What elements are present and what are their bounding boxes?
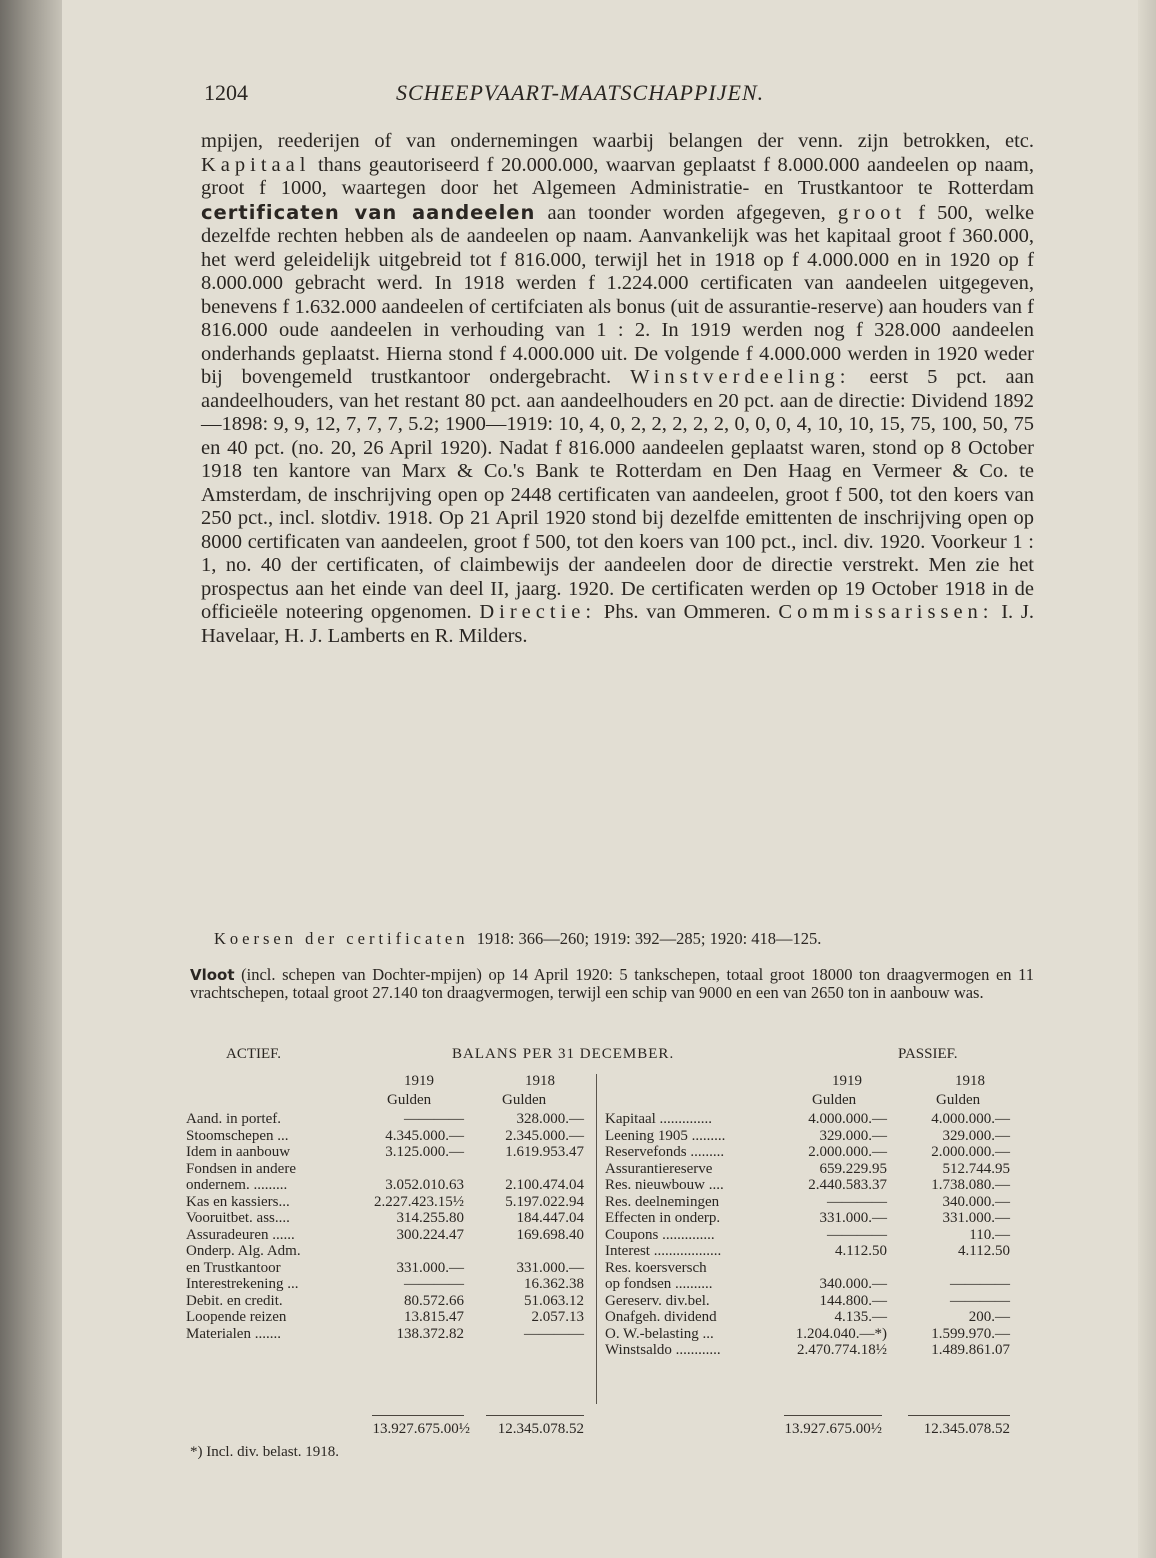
value-1919: 4.000.000.—: [808, 1111, 887, 1127]
actief-table: [186, 1111, 586, 1342]
row-label: Kas en kassiers...: [186, 1193, 290, 1210]
table-row: [605, 1111, 1017, 1128]
value-1918: 331.000.—: [942, 1210, 1010, 1226]
row-label: Aand. in portef.: [186, 1111, 281, 1127]
row-label: Kapitaal ..............: [605, 1111, 713, 1127]
value-1918: 184.447.04: [516, 1210, 584, 1226]
table-row: [186, 1128, 586, 1145]
value-1919: 4.345.000.—: [385, 1127, 464, 1144]
value-1919: 329.000.—: [819, 1127, 887, 1144]
directie-heading: Directie:: [479, 601, 597, 623]
row-label: Assurantiereserve: [605, 1160, 713, 1177]
value-1919: ————: [404, 1111, 464, 1127]
table-row: [605, 1177, 1017, 1194]
table-row: [605, 1128, 1017, 1145]
row-label: en Trustkantoor: [186, 1259, 281, 1276]
table-row: [605, 1144, 1017, 1161]
value-1919: 300.224.47: [396, 1226, 464, 1243]
row-label: Res. koersversch: [605, 1259, 707, 1276]
actief-unit-1918: Gulden: [502, 1092, 547, 1108]
value-1919: 340.000.—: [819, 1276, 887, 1292]
row-label: Res. nieuwbouw ....: [605, 1177, 724, 1193]
value-1918: ————: [950, 1292, 1010, 1309]
passief-total-rule-1919: [784, 1415, 882, 1416]
value-1919: ————: [827, 1193, 887, 1210]
row-label: Debit. en credit.: [186, 1292, 283, 1309]
value-1919: 138.372.82: [396, 1325, 464, 1342]
value-1919: 331.000.—: [819, 1210, 887, 1226]
table-row: [605, 1309, 1017, 1326]
value-1918: 4.000.000.—: [931, 1111, 1010, 1127]
value-1918: 110.—: [969, 1226, 1010, 1243]
total-passief-1919: 13.927.675.00½: [784, 1421, 882, 1437]
row-label: Gereserv. div.bel.: [605, 1292, 710, 1309]
row-label: Interestrekening ...: [186, 1276, 299, 1292]
company-description: mpijen, reederijen of van ondernemingen waarbij belangen der venn. zijn betrokken, etc. Kapitaal thans geautoriseerd f 20.000.000, waarvan geplaatst f 8.000.000 aandeelen op naam, groot f 1000, waartegen door het Algemeen Administratie- en Trustkantoor te Rotterdam certificaten van aandeelen aan toonder worden afgegeven, groot f 500, welke dezelfde rechten hebben als de aandeelen op naam. Aanvankelijk was het kapitaal groot f 360.000, het werd geleidelijk uitgebreid tot f 816.000, terwijl het in 1918 op f 4.000.000 en in 1920 op f 8.000.000 gebracht werd. In 1918 werden f 1.224.000 certificaten van aandeelen uitgegeven, benevens f 1.632.000 aandeelen of certifciaten als bonus (uit de assurantie-reserve) aan houders van f 816.000 oude aandeelen in verhouding van 1 : 2. In 1919 werden nog f 328.000 aandeelen onderhands geplaatst. Hierna stond f 4.000.000 uit. De volgende f 4.000.000 werden in 1920 weder bij bovengemeld trustkantoor ondergebracht. Winstverdeeling: eerst 5 pct. aan aandeelhouders, van het restant 80 pct. aan aandeelhouders en 20 pct. aan de directie: Dividend 1892—1898: 9, 9, 12, 7, 7, 7, 5.2; 1900—1919: 10, 4, 0, 2, 2, 2, 2, 2, 0, 0, 0, 4, 10, 10, 15, 75, 100, 50, 75 en 40 pct. (no. 20, 26 April 1920). Nadat f 816.000 aandeelen geplaatst waren, stond op 8 October 1918 ten kantore van Marx & Co.'s Bank te Rotterdam en Den Haag en Vermeer & Co. te Amsterdam, de inschrijving open op 2448 certificaten van aandeelen, groot f 500, tot den koers van 250 pct., incl. slotdiv. 1918. Op 21 April 1920 stond bij dezelfde emittenten de inschrijving open op 8000 certificaten van aandeelen, groot f 500, tot den koers van 100 pct., incl. div. 1920. Voorkeur 1 : 1, no. 40 der certificaten, of claimbewijs der aandeelen door de directie verstrekt. Men zie het prospectus aan het einde van deel II, jaarg. 1920. De certificaten werden op 19 October 1918 in de officieële noteering opgenomen. Directie: Phs. van Ommeren. Commissarissen: I. J. Havelaar, H. J. Lamberts en R. Milders.: [201, 130, 1035, 647]
value-1918: 4.112.50: [958, 1243, 1010, 1259]
value-1918: 2.057.13: [531, 1309, 584, 1325]
row-label: op fondsen ..........: [605, 1276, 713, 1292]
table-row: [186, 1276, 586, 1293]
value-1919: 1.204.040.—*): [795, 1325, 887, 1342]
value-1918: 169.698.40: [516, 1226, 584, 1243]
table-row: [605, 1326, 1017, 1343]
passief-label: PASSIEF.: [898, 1046, 958, 1062]
table-row: [186, 1194, 586, 1211]
balans-title: BALANS PER 31 DECEMBER.: [452, 1046, 675, 1062]
value-1919: 331.000.—: [396, 1259, 464, 1276]
table-row: [605, 1276, 1017, 1293]
value-1919: 4.135.—: [834, 1309, 887, 1325]
value-1918: 16.362.38: [524, 1276, 584, 1292]
row-label: Onderp. Alg. Adm.: [186, 1243, 301, 1259]
commissarissen-heading: Commissarissen:: [778, 601, 994, 623]
table-row: [186, 1227, 586, 1244]
table-row: [605, 1194, 1017, 1211]
value-1918: 51.063.12: [524, 1292, 584, 1309]
table-row: [186, 1161, 586, 1178]
value-1919: 3.125.000.—: [385, 1144, 464, 1160]
row-label: O. W.-belasting ...: [605, 1325, 714, 1342]
value-1919: 13.815.47: [404, 1309, 464, 1325]
table-row: [605, 1260, 1017, 1277]
table-row: [186, 1326, 586, 1343]
table-row: [605, 1161, 1017, 1178]
winstverdeeling-heading: Winstverdeeling:: [630, 366, 851, 388]
running-title: SCHEEPVAART-MAATSCHAPPIJEN.: [396, 80, 765, 105]
value-1919: ————: [827, 1226, 887, 1243]
value-1918: 1.619.953.47: [505, 1144, 584, 1160]
passief-total-rule-1918: [908, 1415, 1010, 1416]
value-1918: 200.—: [968, 1309, 1010, 1325]
value-1918: 1.489.861.07: [931, 1342, 1010, 1358]
actief-total-rule-1918: [486, 1415, 584, 1416]
row-label: ondernem. .........: [186, 1177, 288, 1193]
row-label: Vooruitbet. ass....: [186, 1210, 290, 1226]
value-1919: 3.052.010.63: [385, 1177, 464, 1193]
actief-total-rule-1919: [372, 1415, 464, 1416]
value-1919: 2.440.583.37: [808, 1177, 887, 1193]
value-1919: 2.227.423.15½: [374, 1193, 464, 1210]
certificaten-heading: certificaten van aandeelen: [201, 200, 536, 224]
table-row: [186, 1243, 586, 1260]
actief-unit-1919: Gulden: [387, 1092, 432, 1108]
column-separator: [596, 1074, 597, 1404]
row-label: Loopende reizen: [186, 1309, 287, 1325]
table-row: [605, 1227, 1017, 1244]
table-row: [186, 1210, 586, 1227]
table-row: [605, 1293, 1017, 1310]
actief-label: ACTIEF.: [226, 1046, 282, 1062]
value-1919: ————: [404, 1276, 464, 1292]
actief-year-1918: 1918: [525, 1073, 555, 1089]
footnote: *) Incl. div. belast. 1918.: [190, 1444, 339, 1460]
passief-year-1919: 1919: [832, 1073, 862, 1089]
value-1919: 2.470.774.18½: [797, 1342, 887, 1358]
value-1918: 329.000.—: [942, 1127, 1010, 1144]
book-gutter: [0, 0, 62, 1558]
value-1919: 144.800.—: [819, 1292, 887, 1309]
table-row: [186, 1260, 586, 1277]
table-row: [186, 1144, 586, 1161]
value-1918: 2.100.474.04: [505, 1177, 584, 1193]
koersen-line: Koersen der certificaten 1918: 366—260; 1919: 392—285; 1920: 418—125.: [214, 929, 822, 948]
value-1918: 331.000.—: [516, 1259, 584, 1276]
table-row: [605, 1210, 1017, 1227]
total-actief-1919: 13.927.675.00½: [372, 1421, 470, 1437]
table-row: [186, 1293, 586, 1310]
passief-unit-1919: Gulden: [812, 1092, 857, 1108]
row-label: Idem in aanbouw: [186, 1144, 291, 1160]
row-label: Materialen .......: [186, 1325, 281, 1342]
page-edge: [1138, 0, 1156, 1558]
value-1918: 1.738.080.—: [931, 1177, 1010, 1193]
row-label: Effecten in onderp.: [605, 1210, 721, 1226]
row-label: Coupons ..............: [605, 1226, 715, 1243]
value-1918: 2.345.000.—: [505, 1127, 584, 1144]
table-row: [186, 1309, 586, 1326]
row-label: Stoomschepen ...: [186, 1127, 289, 1144]
row-label: Reservefonds .........: [605, 1144, 725, 1160]
value-1918: 340.000.—: [942, 1193, 1010, 1210]
page-number: 1204: [204, 80, 248, 105]
value-1919: 2.000.000.—: [808, 1144, 887, 1160]
table-row: [186, 1111, 586, 1128]
page-header: [200, 80, 1040, 116]
total-passief-1918: 12.345.078.52: [923, 1421, 1010, 1437]
row-label: Winstsaldo ............: [605, 1342, 721, 1358]
row-label: Interest ..................: [605, 1243, 722, 1259]
row-label: Onafgeh. dividend: [605, 1309, 717, 1325]
passief-unit-1918: Gulden: [936, 1092, 981, 1108]
table-row: [186, 1177, 586, 1194]
kapitaal-heading: Kapitaal: [201, 153, 311, 176]
passief-table: [605, 1111, 1017, 1359]
total-actief-1918: 12.345.078.52: [497, 1421, 584, 1437]
vloot-paragraph: Vloot (incl. schepen van Dochter-mpijen) op 14 April 1920: 5 tankschepen, totaal groot 18000 ton draagvermogen en 11 vrachtschepen, totaal groot 27.140 ton draagvermogen, terwijl een schip van 9000 en een van 2650 ton in aanbouw was.: [190, 965, 1035, 1002]
row-label: Leening 1905 .........: [605, 1127, 726, 1144]
value-1918: ————: [950, 1276, 1010, 1292]
value-1918: 328.000.—: [516, 1111, 584, 1127]
table-row: [605, 1342, 1017, 1359]
value-1919: 659.229.95: [819, 1160, 887, 1177]
value-1918: ————: [524, 1325, 584, 1342]
value-1918: 5.197.022.94: [505, 1193, 584, 1210]
value-1919: 4.112.50: [835, 1243, 887, 1259]
value-1918: 1.599.970.—: [931, 1325, 1010, 1342]
row-label: Fondsen in andere: [186, 1160, 296, 1177]
value-1919: 314.255.80: [396, 1210, 464, 1226]
value-1918: 2.000.000.—: [931, 1144, 1010, 1160]
row-label: Res. deelnemingen: [605, 1193, 720, 1210]
actief-year-1919: 1919: [404, 1073, 434, 1089]
passief-year-1918: 1918: [955, 1073, 985, 1089]
row-label: Assuradeuren ......: [186, 1226, 295, 1243]
value-1918: 512.744.95: [942, 1160, 1010, 1177]
table-row: [605, 1243, 1017, 1260]
value-1919: 80.572.66: [404, 1292, 464, 1309]
